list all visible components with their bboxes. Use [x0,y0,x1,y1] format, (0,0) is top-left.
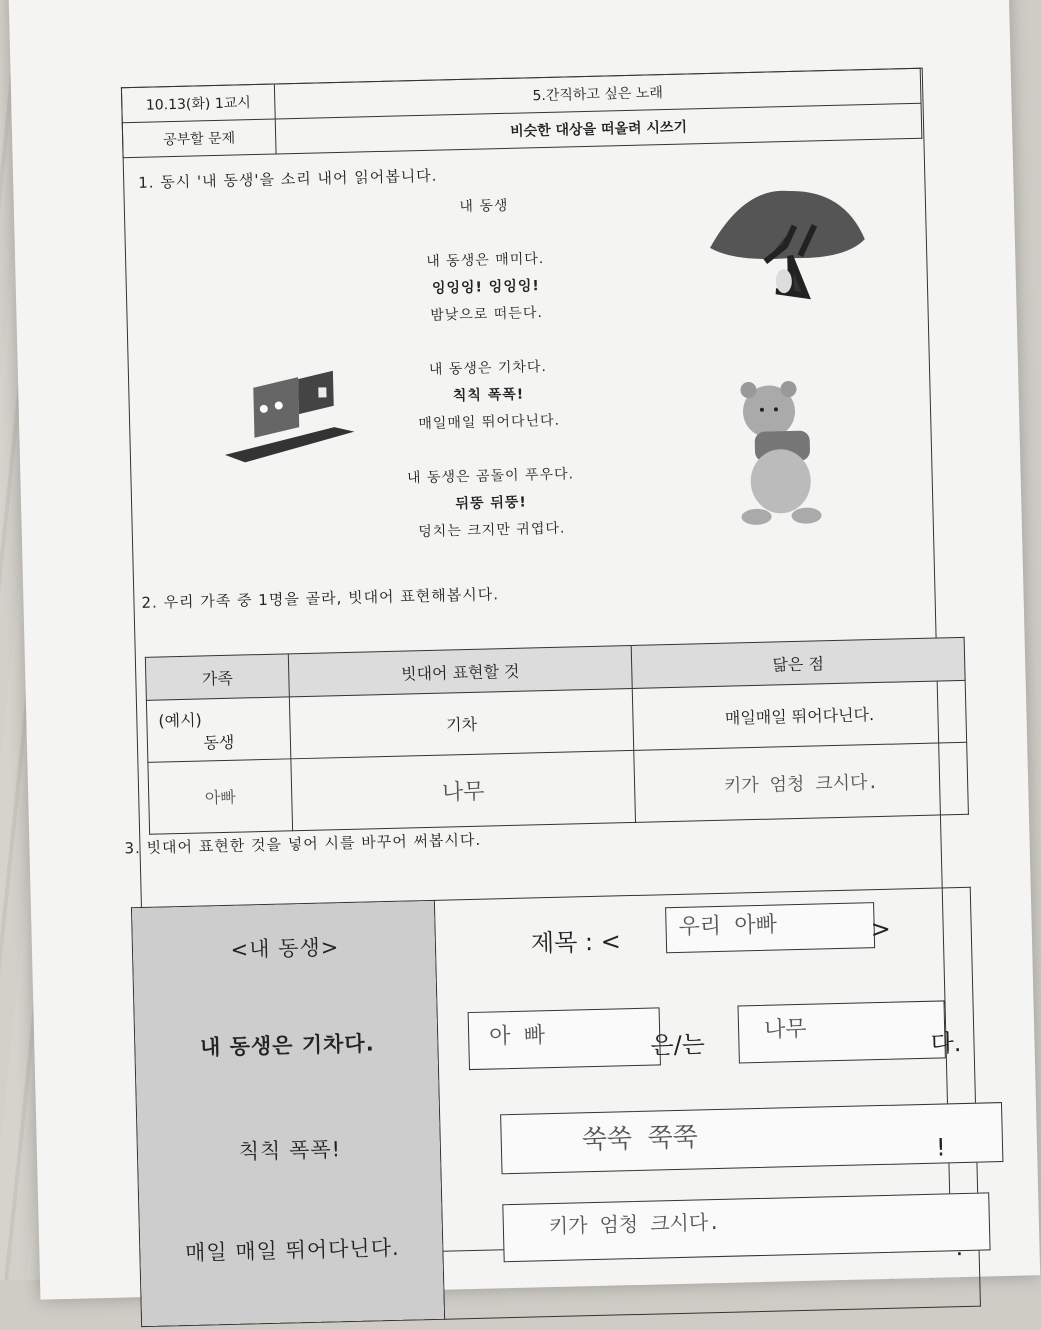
original-title: <내 동생> [230,935,340,962]
exclaim: ! [935,1133,947,1162]
object-box: 나무 [738,1000,946,1063]
answer-similar: 키가 엄청 크시다. [634,742,969,822]
example-similar: 매일매일 뛰어다닌다. [632,680,966,750]
poem-line: 뒤뚱 뒤뚱! [455,494,528,513]
q2-prompt: 2. 우리 가족 중 1명을 골라, 빗대어 표현해봅시다. [141,585,500,612]
title-label: 제목 : < [530,927,622,958]
rewrite-table [131,887,981,1327]
sound-box: 쑥쑥 쭉쭉 [500,1102,1003,1174]
task-label: 공부할 문제 [122,119,276,158]
q1-prompt: 1. 동시 '내 동생'을 소리 내어 읽어봅니다. [138,166,438,192]
particle: 은/는 [650,1030,706,1060]
ending: 다. [930,1029,962,1058]
poem [334,190,642,548]
pooh-bear-illustration [723,370,837,533]
poem-line: 매일매일 뛰어다닌다. [418,412,561,433]
original-line-1: 내 동생은 기차다. [199,1031,375,1060]
poem-line: 잉잉잉! 잉잉잉! [431,278,540,297]
cicada-tree-illustration [704,184,877,298]
worksheet-page [8,0,1040,1300]
subject-box: 아 빠 [468,1007,661,1070]
q3-prompt: 3. 빗대어 표현한 것을 넣어 시를 바꾸어 써봅시다. [124,830,482,858]
example-thing: 기차 [289,688,633,758]
new-poem-panel [434,887,980,1319]
original-line-2: 칙칙 폭폭! [238,1137,342,1164]
poem-line: 밤낮으로 떠든다. [430,305,544,324]
poem-title: 내 동생 [459,197,509,216]
family-table [145,637,969,835]
answer-family: 아빠 [148,759,293,834]
poem-line: 내 동생은 기차다. [428,358,548,378]
example-family-name: 동생 [203,732,235,752]
example-label: (예시) [158,709,203,731]
poem-line: 덩치는 크지만 귀엽다. [418,520,566,541]
lesson-date: 10.13(화) 1교시 [121,84,275,123]
line3-box: 키가 엄청 크시다. [502,1192,990,1262]
train-illustration [223,371,365,464]
col-similar: 닮은 점 [631,637,965,688]
example-family [146,697,290,762]
poem-line: 내 동생은 곰돌이 푸우다. [406,466,575,487]
poem-line: 내 동생은 매미다. [426,250,545,270]
answer-thing: 나무 [291,750,636,830]
title-close: > [870,914,892,944]
col-family: 가족 [145,654,289,700]
unit-title: 5.간직하고 싶은 노래 [274,68,921,119]
original-line-3: 매일 매일 뛰어다닌다. [184,1235,400,1266]
poem-line: 칙칙 폭폭! [452,386,525,405]
period: . [955,1233,964,1262]
original-poem-panel [131,900,444,1326]
col-thing: 빗대어 표현할 것 [288,645,632,696]
task-title: 비슷한 대상을 떠올려 시쓰기 [275,103,922,154]
title-answer-box: 우리 아빠 [665,902,875,953]
